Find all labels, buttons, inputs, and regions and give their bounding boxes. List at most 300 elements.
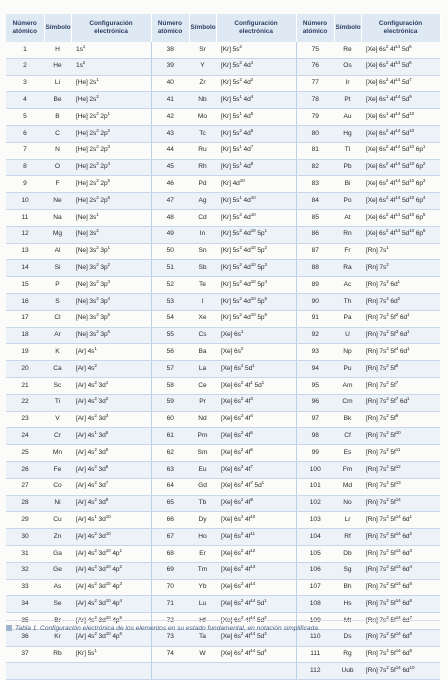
atomic-number-cell: 69: [151, 562, 189, 579]
symbol-cell: Lr: [334, 512, 361, 529]
symbol-cell: Pt: [334, 92, 361, 109]
atomic-number-cell: 93: [296, 344, 334, 361]
table-row: [6, 361, 440, 378]
symbol-cell: Ho: [189, 529, 216, 546]
atomic-number-cell: 81: [296, 142, 334, 159]
symbol-cell: Ru: [189, 142, 216, 159]
configuration-cell: [Xe] $6s^2$ $4f^{14}$ $5d^5$: [361, 42, 440, 58]
symbol-cell: Ce: [189, 377, 216, 394]
configuration-cell: [Xe] $6s^2$ $4f^7$ $5d^1$: [216, 478, 296, 495]
configuration-cell: [Ar] $4s^2$ $3d^3$: [71, 411, 151, 428]
configuration-cell: [He] $2s^2$: [71, 92, 151, 109]
atomic-number-cell: 75: [296, 42, 334, 58]
header-row: [6, 14, 440, 42]
symbol-cell: Ga: [44, 545, 71, 562]
header-atomic-number: Número atómico: [296, 14, 334, 42]
header-configuration: Configuración electrónica: [216, 14, 296, 42]
configuration-cell: [Xe] $6s^2$ $4f^{14}$ $5d^4$: [216, 646, 296, 663]
configuration-cell: [Ne] $3s^2$ $3p^4$: [71, 293, 151, 310]
configuration-cell: [Kr] $5s^2$ $4d^{10}$ $5p^1$: [216, 226, 296, 243]
atomic-number-cell: 50: [151, 243, 189, 260]
symbol-cell: Cr: [44, 428, 71, 445]
atomic-number-cell: 88: [296, 260, 334, 277]
symbol-cell: Fe: [44, 461, 71, 478]
atomic-number-cell: 67: [151, 529, 189, 546]
symbol-cell: Dy: [189, 512, 216, 529]
configuration-cell: [Kr] $5s^1$ $4d^5$: [216, 109, 296, 126]
symbol-cell: Cs: [189, 327, 216, 344]
configuration-cell: [Rn] $7s^2$ $5f^9$: [361, 411, 440, 428]
configuration-cell: [Kr] $5s^2$ $4d^{10}$ $5p^6$: [216, 310, 296, 327]
symbol-cell: Sr: [189, 42, 216, 58]
configuration-cell: [Xe] $6s^2$ $4f^{14}$ $5d^2$: [216, 613, 296, 630]
atomic-number-cell: 100: [296, 461, 334, 478]
symbol-cell: S: [44, 293, 71, 310]
header-symbol: Símbolo: [189, 14, 216, 42]
atomic-number-cell: 34: [6, 596, 44, 613]
table-row: [6, 411, 440, 428]
atomic-number-cell: 47: [151, 193, 189, 210]
symbol-cell: Al: [44, 243, 71, 260]
configuration-cell: [Ar] $4s^2$ $3d^{10}$ $4p^1$: [71, 545, 151, 562]
header-configuration: Configuración electrónica: [361, 14, 440, 42]
configuration-cell: [He] $2s^2$ $2p^4$: [71, 159, 151, 176]
configuration-cell: [Rn] $7s^2$ $5f^{14}$ $6d^3$: [361, 545, 440, 562]
symbol-cell: Th: [334, 293, 361, 310]
atomic-number-cell: 17: [6, 310, 44, 327]
configuration-cell: [Ar] $4s^1$ $3d^{10}$: [71, 512, 151, 529]
symbol-cell: Te: [189, 277, 216, 294]
atomic-number-cell: 112: [296, 663, 334, 680]
symbol-cell: Zn: [44, 529, 71, 546]
atomic-number-cell: 33: [6, 579, 44, 596]
symbol-cell: Os: [334, 58, 361, 75]
symbol-cell: F: [44, 176, 71, 193]
configuration-cell: [Xe] $6s^2$ $4f^5$: [216, 428, 296, 445]
configuration-cell: [Xe] $6s^2$ $4f^{12}$: [216, 545, 296, 562]
symbol-cell: Yb: [189, 579, 216, 596]
header-atomic-number: Número atómico: [6, 14, 44, 42]
configuration-cell: [Xe] $6s^2$ $4f^{14}$ $5d^3$: [216, 629, 296, 646]
symbol-cell: C: [44, 125, 71, 142]
configuration-cell: [Rn] $7s^2$: [361, 260, 440, 277]
configuration-cell: [Ar] $4s^1$ $3d^5$: [71, 428, 151, 445]
configuration-cell: $1s^1$: [71, 42, 151, 58]
symbol-cell: W: [189, 646, 216, 663]
configuration-cell: [Ar] $4s^2$ $3d^6$: [71, 461, 151, 478]
configuration-cell: [Ar] $4s^2$ $3d^1$: [71, 377, 151, 394]
symbol-cell: Po: [334, 193, 361, 210]
configuration-cell: [Ne] $3s^2$ $3p^5$: [71, 310, 151, 327]
configuration-cell: [Xe] $6s^1$ $4f^{14}$ $5d^9$: [361, 92, 440, 109]
table-row: [6, 310, 440, 327]
atomic-number-cell: 52: [151, 277, 189, 294]
symbol-cell: Ta: [189, 629, 216, 646]
table-row: [6, 579, 440, 596]
atomic-number-cell: 43: [151, 125, 189, 142]
symbol-cell: Hf: [189, 613, 216, 630]
symbol-cell: Mo: [189, 109, 216, 126]
configuration-cell: [216, 663, 296, 680]
configuration-cell: [Xe] $6s^2$ $4f^{14}$ $5d^{10}$: [361, 125, 440, 142]
configuration-cell: [Ar] $4s^2$ $3d^{10}$ $4p^6$: [71, 629, 151, 646]
symbol-cell: Np: [334, 344, 361, 361]
configuration-cell: [Kr] $5s^1$: [71, 646, 151, 663]
symbol-cell: Ne: [44, 193, 71, 210]
symbol-cell: Pm: [189, 428, 216, 445]
symbol-cell: In: [189, 226, 216, 243]
table-row: [6, 344, 440, 361]
atomic-number-cell: 22: [6, 394, 44, 411]
symbol-cell: U: [334, 327, 361, 344]
atomic-number-cell: 85: [296, 209, 334, 226]
configuration-cell: [Kr] $5s^1$ $4d^7$: [216, 142, 296, 159]
atomic-number-cell: 63: [151, 461, 189, 478]
symbol-cell: N: [44, 142, 71, 159]
configuration-cell: [Xe] $6s^2$ $4f^{14}$ $5d^1$: [216, 596, 296, 613]
atomic-number-cell: 51: [151, 260, 189, 277]
configuration-cell: [Rn] $7s^2$ $5f^{13}$: [361, 478, 440, 495]
atomic-number-cell: 84: [296, 193, 334, 210]
atomic-number-cell: 29: [6, 512, 44, 529]
configuration-cell: [Kr] $5s^1$ $4d^4$: [216, 92, 296, 109]
symbol-cell: P: [44, 277, 71, 294]
symbol-cell: Zr: [189, 75, 216, 92]
atomic-number-cell: 32: [6, 562, 44, 579]
atomic-number-cell: 26: [6, 461, 44, 478]
configuration-cell: [Xe] $6s^2$ $4f^{14}$ $5d^{10}$ $6p^1$: [361, 142, 440, 159]
symbol-cell: Pb: [334, 159, 361, 176]
symbol-cell: Rh: [189, 159, 216, 176]
configuration-cell: [Xe] $6s^2$ $4f^{14}$ $5d^{10}$ $6p^3$: [361, 176, 440, 193]
configuration-cell: [Xe] $6s^2$ $4f^{11}$: [216, 529, 296, 546]
atomic-number-cell: 94: [296, 361, 334, 378]
symbol-cell: Rf: [334, 529, 361, 546]
symbol-cell: [44, 663, 71, 680]
atomic-number-cell: 108: [296, 596, 334, 613]
table-row: [6, 125, 440, 142]
atomic-number-cell: 99: [296, 445, 334, 462]
configuration-cell: [Ar] $4s^2$ $3d^2$: [71, 394, 151, 411]
atomic-number-cell: 78: [296, 92, 334, 109]
symbol-cell: Pd: [189, 176, 216, 193]
configuration-cell: [Kr] $5s^2$ $4d^5$: [216, 125, 296, 142]
configuration-cell: [Xe] $6s^2$ $4f^{14}$ $5d^{10}$ $6p^6$: [361, 226, 440, 243]
table-row: [6, 478, 440, 495]
atomic-number-cell: 107: [296, 579, 334, 596]
table-row: [6, 394, 440, 411]
atomic-number-cell: 57: [151, 361, 189, 378]
configuration-cell: [Rn] $7s^1$: [361, 243, 440, 260]
atomic-number-cell: 80: [296, 125, 334, 142]
configuration-cell: [Ar] $4s^2$ $3d^7$: [71, 478, 151, 495]
atomic-number-cell: 61: [151, 428, 189, 445]
configuration-cell: [Ar] $4s^1$: [71, 344, 151, 361]
table-row: [6, 293, 440, 310]
configuration-cell: [Kr] $5s^2$ $4d^{10}$ $5p^5$: [216, 293, 296, 310]
table-row: [6, 445, 440, 462]
configuration-cell: [Ar] $4s^2$ $3d^{10}$ $4p^3$: [71, 579, 151, 596]
symbol-cell: Li: [44, 75, 71, 92]
atomic-number-cell: 45: [151, 159, 189, 176]
atomic-number-cell: 71: [151, 596, 189, 613]
symbol-cell: Cm: [334, 394, 361, 411]
symbol-cell: B: [44, 109, 71, 126]
symbol-cell: Y: [189, 58, 216, 75]
atomic-number-cell: 1: [6, 42, 44, 58]
table-row: [6, 226, 440, 243]
configuration-cell: [Rn] $7s^2$ $5f^7$: [361, 377, 440, 394]
symbol-cell: Si: [44, 260, 71, 277]
atomic-number-cell: 87: [296, 243, 334, 260]
symbol-cell: Gd: [189, 478, 216, 495]
configuration-cell: [Rn] $7s^2$ $5f^{14}$ $6d^4$: [361, 562, 440, 579]
atomic-number-cell: 91: [296, 310, 334, 327]
symbol-cell: Er: [189, 545, 216, 562]
atomic-number-cell: 37: [6, 646, 44, 663]
symbol-cell: Be: [44, 92, 71, 109]
configuration-cell: [He] $2s^2$ $2p^5$: [71, 176, 151, 193]
atomic-number-cell: 9: [6, 176, 44, 193]
symbol-cell: Cu: [44, 512, 71, 529]
configuration-cell: [Rn] $7s^2$ $5f^{10}$: [361, 428, 440, 445]
atomic-number-cell: 106: [296, 562, 334, 579]
symbol-cell: Bi: [334, 176, 361, 193]
configuration-cell: [Xe] $6s^1$ $4f^{14}$ $5d^{10}$: [361, 109, 440, 126]
symbol-cell: Ar: [44, 327, 71, 344]
symbol-cell: Sg: [334, 562, 361, 579]
symbol-cell: Es: [334, 445, 361, 462]
configuration-cell: [Rn] $7s^2$ $5f^3$ $6d^1$: [361, 327, 440, 344]
atomic-number-cell: 58: [151, 377, 189, 394]
atomic-number-cell: 27: [6, 478, 44, 495]
configuration-cell: [Rn] $7s^2$ $5f^{14}$ $6d^9$: [361, 646, 440, 663]
symbol-cell: Ds: [334, 629, 361, 646]
atomic-number-cell: 42: [151, 109, 189, 126]
atomic-number-cell: 90: [296, 293, 334, 310]
symbol-cell: [189, 663, 216, 680]
configuration-cell: [Xe] $6s^2$ $4f^9$: [216, 495, 296, 512]
table-row: [6, 327, 440, 344]
symbol-cell: H: [44, 42, 71, 58]
atomic-number-cell: 48: [151, 209, 189, 226]
symbol-cell: Md: [334, 478, 361, 495]
atomic-number-cell: 5: [6, 109, 44, 126]
configuration-cell: [Kr] $5s^2$: [216, 42, 296, 58]
table-row: [6, 92, 440, 109]
table-header: [6, 14, 440, 42]
configuration-cell: [Ar] $4s^2$ $3d^{10}$: [71, 529, 151, 546]
table-row: [6, 260, 440, 277]
atomic-number-cell: 73: [151, 629, 189, 646]
atomic-number-cell: [151, 663, 189, 680]
configuration-cell: [Ne] $3s^2$ $3p^3$: [71, 277, 151, 294]
symbol-cell: Ra: [334, 260, 361, 277]
symbol-cell: Sb: [189, 260, 216, 277]
configuration-cell: [Ar] $4s^2$ $3d^5$: [71, 445, 151, 462]
symbol-cell: Pu: [334, 361, 361, 378]
table-row: [6, 109, 440, 126]
symbol-cell: Cl: [44, 310, 71, 327]
symbol-cell: La: [189, 361, 216, 378]
atomic-number-cell: 6: [6, 125, 44, 142]
configuration-cell: [Kr] $5s^2$ $4d^{10}$ $5p^4$: [216, 277, 296, 294]
atomic-number-cell: 83: [296, 176, 334, 193]
atomic-number-cell: 30: [6, 529, 44, 546]
configuration-cell: [Rn] $7s^2$ $5f^{11}$: [361, 445, 440, 462]
configuration-cell: [Xe] $6s^2$ $4f^{14}$ $5d^6$: [361, 58, 440, 75]
configuration-cell: [Xe] $6s^2$ $4f^7$: [216, 461, 296, 478]
table-row: [6, 75, 440, 92]
atomic-number-cell: 55: [151, 327, 189, 344]
atomic-number-cell: 24: [6, 428, 44, 445]
symbol-cell: V: [44, 411, 71, 428]
configuration-cell: [Xe] $6s^2$ $4f^{13}$: [216, 562, 296, 579]
atomic-number-cell: 18: [6, 327, 44, 344]
symbol-cell: Rb: [44, 646, 71, 663]
configuration-cell: [Kr] $4d^{10}$: [216, 176, 296, 193]
symbol-cell: Ca: [44, 361, 71, 378]
symbol-cell: Co: [44, 478, 71, 495]
atomic-number-cell: 3: [6, 75, 44, 92]
table-row: [6, 545, 440, 562]
atomic-number-cell: 49: [151, 226, 189, 243]
atomic-number-cell: 53: [151, 293, 189, 310]
atomic-number-cell: 95: [296, 377, 334, 394]
symbol-cell: Se: [44, 596, 71, 613]
atomic-number-cell: 62: [151, 445, 189, 462]
symbol-cell: O: [44, 159, 71, 176]
configuration-cell: [Rn] $7s^2$ $5f^{14}$ $6d^{10}$: [361, 663, 440, 680]
configuration-cell: [Ne] $3s^1$: [71, 209, 151, 226]
atomic-number-cell: 28: [6, 495, 44, 512]
symbol-cell: Am: [334, 377, 361, 394]
atomic-number-cell: 110: [296, 629, 334, 646]
symbol-cell: Mt: [334, 613, 361, 630]
table-row: [6, 529, 440, 546]
atomic-number-cell: 41: [151, 92, 189, 109]
symbol-cell: Sm: [189, 445, 216, 462]
configuration-cell: [Xe] $6s^2$ $4f^{14}$: [216, 579, 296, 596]
table-row: [6, 176, 440, 193]
table-row: [6, 562, 440, 579]
table-row: [6, 461, 440, 478]
symbol-cell: Ac: [334, 277, 361, 294]
symbol-cell: Hs: [334, 596, 361, 613]
table-row: [6, 58, 440, 75]
atomic-number-cell: 11: [6, 209, 44, 226]
symbol-cell: He: [44, 58, 71, 75]
configuration-cell: [Xe] $6s^2$ $4f^{14}$ $5d^{10}$ $6p^2$: [361, 159, 440, 176]
table-row: [6, 512, 440, 529]
atomic-number-cell: 31: [6, 545, 44, 562]
symbol-cell: Tb: [189, 495, 216, 512]
electron-configuration-table: [6, 14, 441, 680]
table-row: [6, 277, 440, 294]
configuration-cell: [Ar] $4s^2$ $3d^{10}$ $4p^2$: [71, 562, 151, 579]
configuration-cell: [Kr] $5s^1$ $4d^8$: [216, 159, 296, 176]
atomic-number-cell: 40: [151, 75, 189, 92]
symbol-cell: No: [334, 495, 361, 512]
symbol-cell: Xe: [189, 310, 216, 327]
configuration-cell: [Kr] $5s^2$ $4d^2$: [216, 75, 296, 92]
configuration-cell: [Xe] $6s^2$: [216, 344, 296, 361]
configuration-cell: [Ne] $3s^2$ $3p^6$: [71, 327, 151, 344]
configuration-cell: [Rn] $7s^2$ $5f^{14}$ $6d^6$: [361, 596, 440, 613]
configuration-cell: [Kr] $5s^2$ $4d^{10}$ $5p^2$: [216, 243, 296, 260]
caption-marker: [6, 625, 12, 631]
symbol-cell: Sn: [189, 243, 216, 260]
configuration-cell: [Xe] $6s^2$ $5d^1$: [216, 361, 296, 378]
symbol-cell: Fr: [334, 243, 361, 260]
configuration-cell: [Ne] $3s^2$ $3p^1$: [71, 243, 151, 260]
configuration-cell: [Kr] $5s^1$ $4d^{10}$: [216, 193, 296, 210]
table-row: [6, 209, 440, 226]
table-row: [6, 663, 440, 680]
header-atomic-number: Número atómico: [151, 14, 189, 42]
configuration-cell: [Rn] $7s^2$ $5f^{14}$ $6d^2$: [361, 529, 440, 546]
configuration-cell: [Xe] $6s^2$ $4f^6$: [216, 445, 296, 462]
configuration-cell: [Xe] $6s^2$ $4f^{10}$: [216, 512, 296, 529]
symbol-cell: Pr: [189, 394, 216, 411]
configuration-cell: [Kr] $5s^2$ $4d^{10}$ $5p^3$: [216, 260, 296, 277]
atomic-number-cell: 20: [6, 361, 44, 378]
atomic-number-cell: 102: [296, 495, 334, 512]
atomic-number-cell: 13: [6, 243, 44, 260]
atomic-number-cell: 66: [151, 512, 189, 529]
header-symbol: Símbolo: [44, 14, 71, 42]
symbol-cell: Ge: [44, 562, 71, 579]
symbol-cell: Kr: [44, 629, 71, 646]
configuration-cell: [Ar] $4s^2$: [71, 361, 151, 378]
atomic-number-cell: 72: [151, 613, 189, 630]
atomic-number-cell: 103: [296, 512, 334, 529]
configuration-cell: [Rn] $7s^2$ $5f^{14}$: [361, 495, 440, 512]
symbol-cell: Pa: [334, 310, 361, 327]
atomic-number-cell: 8: [6, 159, 44, 176]
symbol-cell: Tm: [189, 562, 216, 579]
atomic-number-cell: 96: [296, 394, 334, 411]
configuration-cell: [Ne] $3s^2$ $3p^2$: [71, 260, 151, 277]
atomic-number-cell: 86: [296, 226, 334, 243]
atomic-number-cell: 12: [6, 226, 44, 243]
symbol-cell: Sc: [44, 377, 71, 394]
table-row: [6, 596, 440, 613]
symbol-cell: As: [44, 579, 71, 596]
configuration-cell: [Rn] $7s^2$ $5f^{14}$ $6d^7$: [361, 613, 440, 630]
symbol-cell: I: [189, 293, 216, 310]
configuration-cell: [Rn] $7s^2$ $5f^2$ $6d^1$: [361, 310, 440, 327]
atomic-number-cell: 14: [6, 260, 44, 277]
atomic-number-cell: 39: [151, 58, 189, 75]
symbol-cell: Na: [44, 209, 71, 226]
configuration-cell: [Xe] $6s^1$: [216, 327, 296, 344]
configuration-cell: [Ne] $3s^2$: [71, 226, 151, 243]
atomic-number-cell: 46: [151, 176, 189, 193]
symbol-cell: Ir: [334, 75, 361, 92]
configuration-table-sheet: [6, 14, 440, 680]
caption-text: Tabla 1. Configuración electrónica de los elementos en su estado fundamental, en notación simplificada.: [15, 625, 320, 632]
symbol-cell: Tc: [189, 125, 216, 142]
configuration-cell: [Ar] $4s^2$ $3d^{10}$ $4p^4$: [71, 596, 151, 613]
symbol-cell: Mg: [44, 226, 71, 243]
configuration-cell: [Kr] $5s^2$ $4d^{10}$: [216, 209, 296, 226]
symbol-cell: Cd: [189, 209, 216, 226]
configuration-cell: [Xe] $6s^2$ $4f^4$: [216, 411, 296, 428]
atomic-number-cell: 109: [296, 613, 334, 630]
atomic-number-cell: 97: [296, 411, 334, 428]
configuration-cell: $1s^2$: [71, 58, 151, 75]
